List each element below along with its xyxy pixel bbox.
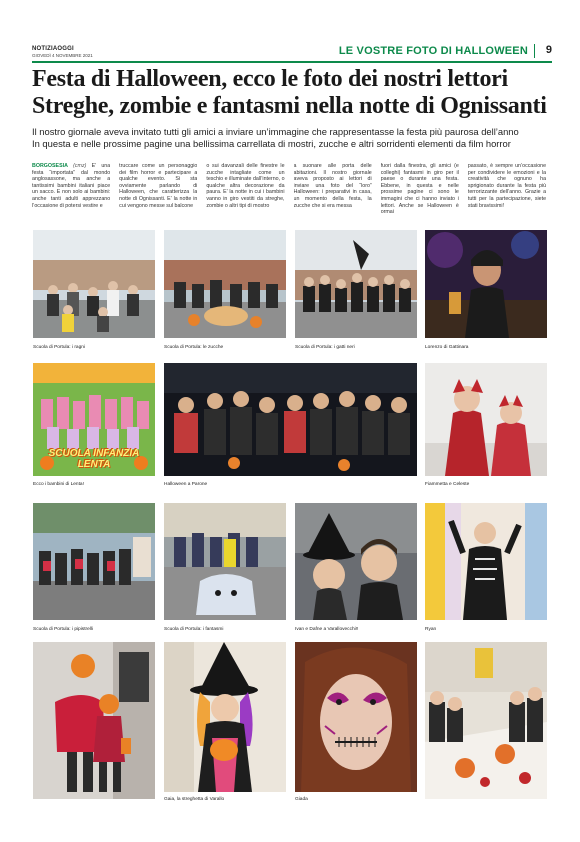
body-text-3: o sui davanzali delle finestre le zucche intagliate come un teschio e illuminate dall’interno, o qualche altra decorazione da paura. E’ la notte in cui i bambini vanno in giro vestiti da streghe, zombie o altri tipi di mostro: [206, 163, 285, 209]
body-column-5: [381, 163, 459, 226]
caption-photo-5: Ecco i bambini di Lenta!: [33, 482, 84, 487]
section-title: LE VOSTRE FOTO DI HALLOWEEN: [338, 45, 528, 57]
paper-name: NOTIZIAOGGI: [32, 46, 74, 52]
photo-portula-zucche: [164, 230, 286, 338]
body-column-4: [294, 163, 372, 226]
caption-photo-11: Ryan: [425, 627, 437, 632]
caption-photo-7: Fiammetta e Celeste: [425, 482, 470, 487]
headline: [32, 66, 552, 120]
photo-portula-ragni: [33, 230, 155, 338]
body-text-6: passato, è sempre un’occasione per condividere le emozioni e la creatività che ognuno ha sprigionato durante la festa più terrorizzante dell’anno. Grazie a tutti per la partecipazione, siete stati bravissimi!: [467, 163, 547, 209]
photo-ryan: [425, 503, 547, 620]
body-column-1: [32, 163, 110, 226]
photo-portula-gatti-neri: [295, 230, 417, 338]
body-column-6: [468, 163, 546, 226]
photo-gaia-streghetta: [164, 642, 286, 792]
page-number: 9: [545, 44, 552, 56]
caption-photo-9: Scuola di Portula: i fantasmi: [164, 627, 224, 632]
header-rule: [32, 61, 552, 63]
photo-giada: [295, 642, 417, 792]
headline-line-2: Streghe, zombie e fantasmi nella notte di Ognissanti: [32, 93, 547, 119]
photo-portula-pipistrelli: [33, 503, 155, 620]
body-text-4: a suonare alle porta delle abitazioni. Il nostro giornale aveva proposto ai lettori di inviare una foto del “loro” Halloween: i preparativi in casa, un momento della festa, la zucche che si era messa: [293, 163, 372, 209]
body-text-5: fuori dalla finestra, gli amici (e colleghi) fantasmi in giro per il paese o durante una festa. Ebbene, in questa e nelle prossime pagine ci sono le immagini che ci hanno inviato i lettori. Anche se Halloween è ormai: [380, 163, 459, 216]
photo-ivan-dafne: [295, 503, 417, 620]
body-column-3: [206, 163, 284, 226]
body-text-2: truccare come un personaggio dei film horror e partecipare a qualche evento. Si sta ovviamente parlando di Halloween, che caratterizza la notte di Ognissanti. E’ la notte in cui vengono messe sul balcone: [119, 163, 198, 209]
caption-photo-4: Lorenzo di Gattinara: [425, 345, 469, 350]
caption-photo-2: Scuola di Portula: le zucche: [164, 345, 224, 350]
paper-date: GIOVEDÌ 4 NOVEMBRE 2021: [32, 53, 93, 58]
summary: [32, 126, 552, 150]
caption-photo-3: Scuola di Portula: i gatti neri: [295, 345, 355, 350]
caption-photo-13: Gaia, la streghetta di Varallo: [164, 797, 225, 802]
caption-photo-10: Ivan e Dafne a Varallovecchi!!: [295, 627, 359, 632]
body-text-1: E’ una festa “importata” dal mondo anglosassone, ma anche a tantissimi bambini italiani piace un sacco. E non solo ai bambini: anche tanti adulti apprezzano l’occasione di potersi vestire e: [32, 163, 111, 209]
dateline: (cmz): [73, 163, 87, 169]
caption-photo-6: Halloween a Parone: [164, 482, 208, 487]
photo-couple-pumpkin-masks: [33, 642, 155, 799]
article-body: [32, 163, 546, 226]
caption-photo-14: Giada: [295, 797, 308, 802]
kicker: BORGOSESIA: [32, 163, 68, 169]
caption-photo-8: Scuola di Portula: i pipistrelli: [33, 627, 93, 632]
photo-banner: SCUOLA INFANZIA LENTA: [48, 448, 140, 470]
photo-fiammetta-celeste: [425, 363, 547, 476]
summary-line-2: In questa e nelle prossime pagine una bellissima carrellata di mostri, zucche e altri sorridenti elementi da film horror: [32, 138, 511, 149]
photo-lorenzo: [425, 230, 547, 338]
photo-bambini-lenta: [33, 363, 155, 476]
section-separator: [534, 44, 535, 58]
photo-halloween-parone: [164, 363, 417, 476]
summary-line-1: Il nostro giornale aveva invitato tutti gli amici a inviare un’immagine che rappresentasse la festa più paurosa dell’anno: [32, 126, 519, 137]
photo-party-table: [425, 642, 547, 799]
headline-line-1: Festa di Halloween, ecco le foto dei nostri lettori: [32, 66, 508, 92]
body-column-2: [119, 163, 197, 226]
caption-photo-1: Scuola di Portula: i ragni: [33, 345, 85, 350]
photo-portula-fantasmi: [164, 503, 286, 620]
